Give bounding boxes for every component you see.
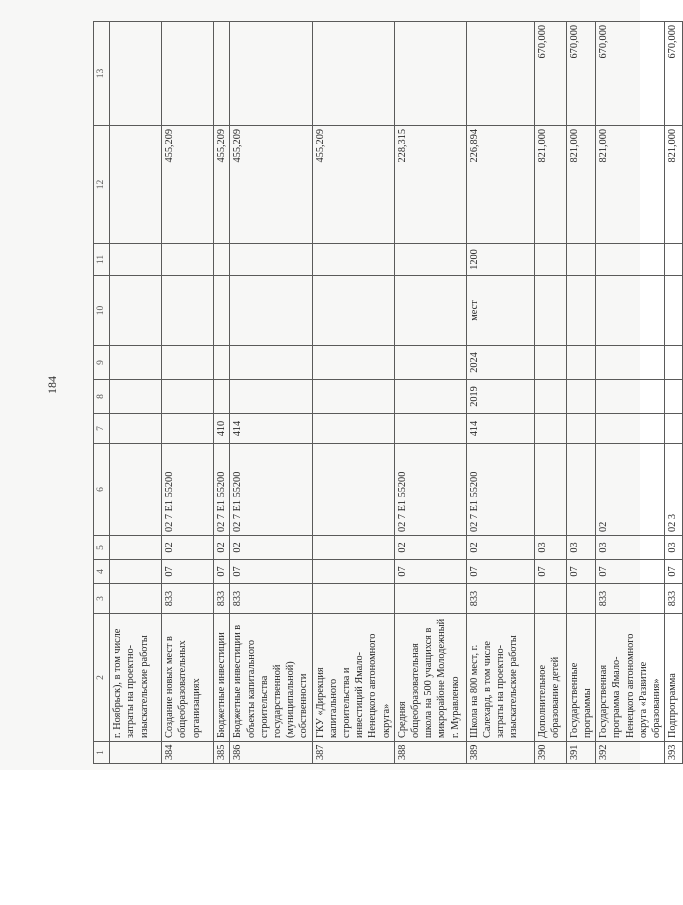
table-cell-col-10 [665,276,683,346]
table-cell-col-8 [566,380,595,414]
table-cell-col-8 [110,380,162,414]
table-cell-col-4: 07 [394,560,466,584]
table-cell-col-9: 2024 [466,346,534,380]
table-cell-col-2: Бюджетные инвестиции [214,614,230,742]
table-cell-col-1: 384 [162,742,214,764]
table-row [665,22,683,764]
table-cell-col-8: 2019 [466,380,534,414]
table-cell-col-6: 02 [596,444,665,536]
table-cell-col-8 [230,380,312,414]
table-cell-col-6: 02 7 E1 55200 [162,444,214,536]
table-cell-col-4: 07 [665,560,683,584]
table-cell-col-6 [312,444,394,536]
table-cell-col-4: 07 [596,560,665,584]
table-cell-col-3: 833 [162,584,214,614]
table-cell-col-9 [230,346,312,380]
table-cell-col-11 [162,244,214,276]
table-cell-col-10 [312,276,394,346]
table-row [230,22,312,764]
table-cell-col-1: 389 [466,742,534,764]
table-cell-col-2: Государственная программа Ямало-Ненецкого автономного округа «Развитие образования» [596,614,665,742]
table-cell-col-2: Дополнительное образование детей [534,614,566,742]
table-cell-col-11: 1200 [466,244,534,276]
table-cell-col-1: 393 [665,742,683,764]
table-row [466,22,534,764]
table-cell-col-2: Средняя общеобразовательная школа на 500 учащихся в микрорайоне Молодежный г. Муравленко [394,614,466,742]
table-cell-col-5: 02 [214,536,230,560]
table-row [596,22,665,764]
table-cell-col-2: ГКУ «Дирекция капитального строительства и инвестиций Ямало-Ненецкого автономного округа» [312,614,394,742]
table-cell-col-12: 455,209 [162,126,214,244]
table-cell-col-12: 455,209 [312,126,394,244]
table-cell-col-11 [312,244,394,276]
table-cell-col-8 [214,380,230,414]
table-cell-col-11 [596,244,665,276]
table-cell-col-12 [110,126,162,244]
table-cell-col-13 [466,22,534,126]
table-cell-col-3 [566,584,595,614]
table-cell-col-4: 07 [566,560,595,584]
column-header-5: 5 [94,536,110,560]
table-cell-col-13: 670,000 [566,22,595,126]
table-cell-col-8 [394,380,466,414]
table-row [312,22,394,764]
table-cell-col-9 [665,346,683,380]
table-cell-col-12: 821,000 [596,126,665,244]
table-cell-col-6: 02 7 E1 55200 [230,444,312,536]
table-cell-col-8 [312,380,394,414]
table-cell-col-5 [312,536,394,560]
table-cell-col-13 [394,22,466,126]
table-cell-col-8 [665,380,683,414]
table-header-row [94,22,110,764]
table-cell-col-4 [110,560,162,584]
table-cell-col-12: 228,315 [394,126,466,244]
table-cell-col-6: 02 7 E1 55200 [466,444,534,536]
table-cell-col-7: 410 [214,414,230,444]
column-header-6: 6 [94,444,110,536]
column-header-9: 9 [94,346,110,380]
table-cell-col-3 [534,584,566,614]
table-cell-col-7: 414 [466,414,534,444]
table-cell-col-5: 02 [394,536,466,560]
table-cell-col-13 [110,22,162,126]
table-cell-col-7 [566,414,595,444]
table-row [394,22,466,764]
table-cell-col-12: 455,209 [214,126,230,244]
table-cell-col-9 [312,346,394,380]
table-cell-col-9 [596,346,665,380]
page-number: 184 [45,376,59,394]
table-cell-col-4: 07 [230,560,312,584]
table-cell-col-9 [534,346,566,380]
table-cell-col-3: 833 [466,584,534,614]
table-cell-col-9 [566,346,595,380]
table-cell-col-2: Государственные программы [566,614,595,742]
table-cell-col-1: 387 [312,742,394,764]
table-cell-col-1: 391 [566,742,595,764]
table-cell-col-13: 670,000 [534,22,566,126]
column-header-2: 2 [94,614,110,742]
table-cell-col-4: 07 [162,560,214,584]
table-cell-col-5: 02 [162,536,214,560]
table-cell-col-9 [394,346,466,380]
table-cell-col-4 [312,560,394,584]
table-cell-col-11 [214,244,230,276]
table-cell-col-10 [394,276,466,346]
table-cell-col-8 [162,380,214,414]
table-cell-col-10 [566,276,595,346]
column-header-7: 7 [94,414,110,444]
table-cell-col-3: 833 [665,584,683,614]
table-cell-col-11 [566,244,595,276]
table-cell-col-6: 02 7 E1 55200 [214,444,230,536]
table-cell-col-7 [534,414,566,444]
table-cell-col-3: 833 [214,584,230,614]
column-header-8: 8 [94,380,110,414]
table-row [162,22,214,764]
table-row [110,22,162,764]
table-cell-col-10 [596,276,665,346]
table-cell-col-13 [214,22,230,126]
table-cell-col-11 [110,244,162,276]
table-cell-col-10 [230,276,312,346]
table-cell-col-5: 03 [665,536,683,560]
table-cell-col-4: 07 [534,560,566,584]
table-cell-col-12: 821,000 [665,126,683,244]
table-cell-col-11 [665,244,683,276]
budget-table [93,21,683,764]
table-cell-col-7 [665,414,683,444]
table-cell-col-3: 833 [230,584,312,614]
table-cell-col-3 [110,584,162,614]
column-header-12: 12 [94,126,110,244]
table-cell-col-5: 03 [534,536,566,560]
table-cell-col-5: 03 [566,536,595,560]
table-cell-col-6 [534,444,566,536]
table-cell-col-12: 821,000 [534,126,566,244]
table-cell-col-7 [312,414,394,444]
table-cell-col-11 [230,244,312,276]
column-header-1: 1 [94,742,110,764]
table-row [214,22,230,764]
table-cell-col-6 [566,444,595,536]
table-cell-col-2: г. Ноябрьск), в том числе затраты на проектно-изыскательские работы [110,614,162,742]
table-cell-col-6: 02 7 E1 55200 [394,444,466,536]
table-cell-col-4: 07 [214,560,230,584]
table-row [534,22,566,764]
table-cell-col-2: Школа на 800 мест, г. Салехард, в том числе затраты на проектно-изыскательские работы [466,614,534,742]
table-cell-col-10 [110,276,162,346]
table-cell-col-6: 02 3 [665,444,683,536]
table-cell-col-1: 386 [230,742,312,764]
table-cell-col-9 [162,346,214,380]
table-cell-col-10 [214,276,230,346]
table-cell-col-13: 670,000 [665,22,683,126]
table-cell-col-7: 414 [230,414,312,444]
table-cell-col-9 [214,346,230,380]
table-cell-col-13 [230,22,312,126]
table-cell-col-11 [394,244,466,276]
table-cell-col-5: 02 [230,536,312,560]
column-header-3: 3 [94,584,110,614]
table-cell-col-1: 392 [596,742,665,764]
table-cell-col-7 [110,414,162,444]
table-cell-col-9 [110,346,162,380]
table-cell-col-3 [312,584,394,614]
table-cell-col-5: 03 [596,536,665,560]
table-cell-col-13 [312,22,394,126]
table-cell-col-3: 833 [596,584,665,614]
table-cell-col-12: 821,000 [566,126,595,244]
table-cell-col-10 [162,276,214,346]
table-cell-col-8 [534,380,566,414]
table-cell-col-1: 385 [214,742,230,764]
table-cell-col-5 [110,536,162,560]
table-cell-col-10: мест [466,276,534,346]
table-cell-col-12: 455,209 [230,126,312,244]
column-header-4: 4 [94,560,110,584]
table-cell-col-1 [110,742,162,764]
table-row [566,22,595,764]
column-header-13: 13 [94,22,110,126]
column-header-11: 11 [94,244,110,276]
table-cell-col-1: 390 [534,742,566,764]
table-cell-col-13 [162,22,214,126]
table-cell-col-13: 670,000 [596,22,665,126]
table-cell-col-1: 388 [394,742,466,764]
table-cell-col-3 [394,584,466,614]
table-cell-col-7 [596,414,665,444]
table-cell-col-7 [162,414,214,444]
table-cell-col-8 [596,380,665,414]
table-cell-col-4: 07 [466,560,534,584]
table-cell-col-12: 226,894 [466,126,534,244]
table-cell-col-5: 02 [466,536,534,560]
rotated-table-container [93,22,679,764]
table-cell-col-11 [534,244,566,276]
table-cell-col-2: Создание новых мест в общеобразовательных организациях [162,614,214,742]
table-cell-col-10 [534,276,566,346]
table-body [110,22,683,764]
table-cell-col-2: Подпрограмма [665,614,683,742]
table-cell-col-7 [394,414,466,444]
table-cell-col-6 [110,444,162,536]
column-header-10: 10 [94,276,110,346]
table-cell-col-2: Бюджетные инвестиции в объекты капитального строительства государственной (муниципальной) собственности [230,614,312,742]
